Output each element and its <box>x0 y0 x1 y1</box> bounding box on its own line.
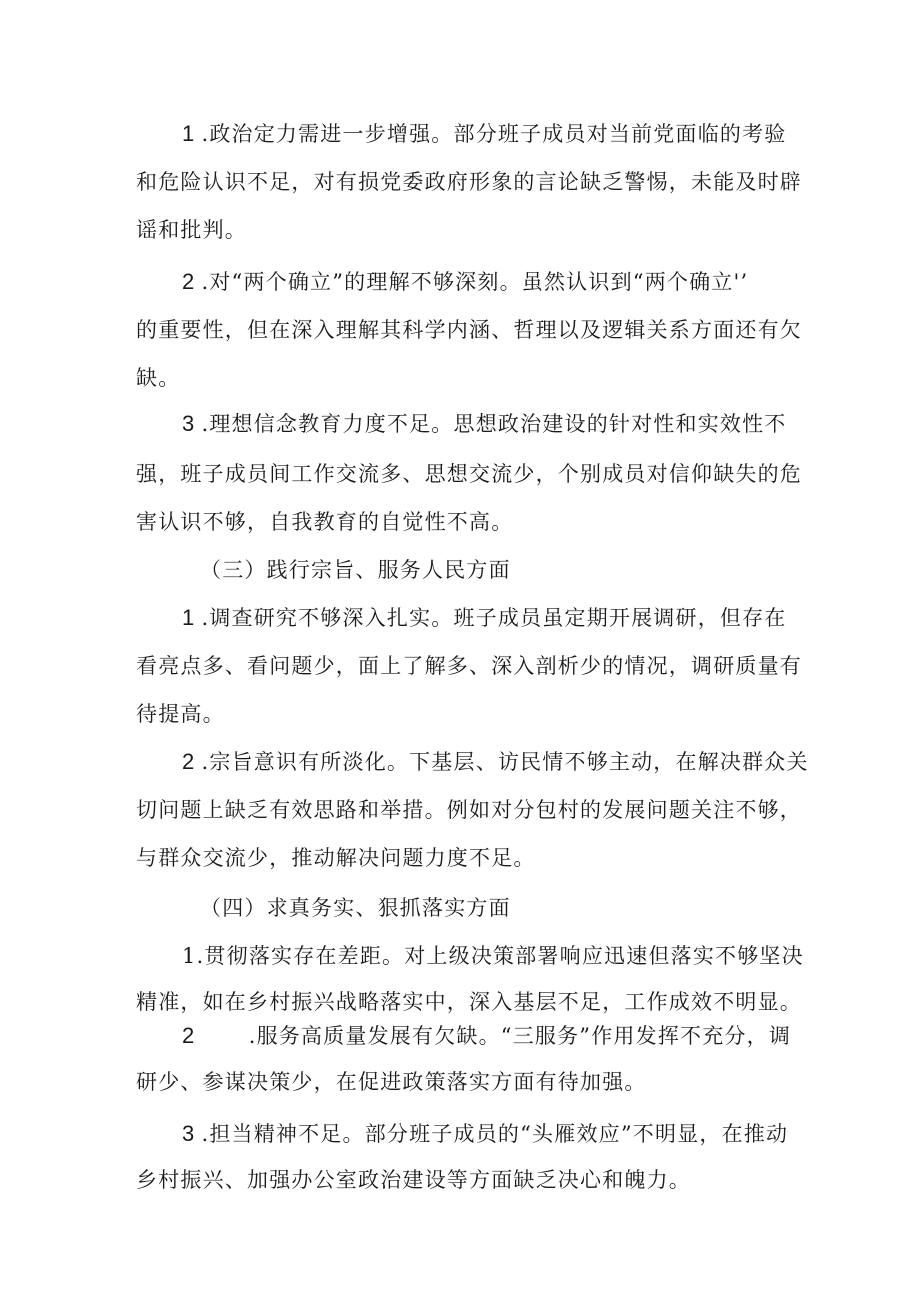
line-text: .政治定力需进一步增强。部分班子成员对当前党面临的考验 <box>201 122 787 146</box>
line-text: 1.贯彻落实存在差距。对上级决策部署响应迅速但落实不够坚决 <box>182 944 804 968</box>
line-text: .对“两个确立”的理解不够深刻。虽然认识到“两个确立'’ <box>201 270 749 294</box>
line-text: 待提高。 <box>136 702 225 726</box>
line-text: .调查研究不够深入扎实。班子成员虽定期开展调研，但存在 <box>201 606 787 630</box>
item-number: 2 <box>182 749 196 774</box>
paragraph-5-line-1 <box>182 748 809 776</box>
item-number: 3 <box>182 1121 196 1146</box>
line-text: 研少、参谋决策少，在促进政策落实方面有待加强。 <box>136 1070 647 1094</box>
section-heading-3 <box>200 556 511 584</box>
paragraph-2-line-3 <box>136 364 180 392</box>
line-text: .担当精神不足。部分班子成员的“头雁效应”不明显，在推动 <box>201 1122 789 1146</box>
paragraph-5-line-2 <box>136 796 802 824</box>
line-text: 害认识不够，自我教育的自觉性不高。 <box>136 510 514 534</box>
paragraph-2-line-2 <box>136 316 802 344</box>
item-number: 3 <box>182 411 196 436</box>
paragraph-4-line-3 <box>136 700 225 728</box>
item-number: 2 <box>182 1023 196 1048</box>
paragraph-5-line-3 <box>136 844 536 872</box>
line-text: 的重要性，但在深入理解其科学内涵、哲理以及逻辑关系方面还有欠 <box>136 318 802 342</box>
line-text: 切问题上缺乏有效思路和举措。例如对分包村的发展问题关注不够， <box>136 798 802 822</box>
paragraph-7-line-1 <box>182 1022 791 1050</box>
paragraph-8-line-1 <box>182 1120 788 1148</box>
paragraph-3-line-1 <box>182 410 787 438</box>
paragraph-3-line-2 <box>136 460 802 488</box>
line-text: 与群众交流少，推动解决问题力度不足。 <box>136 846 536 870</box>
paragraph-1-line-3 <box>136 216 247 244</box>
line-text: .宗旨意识有所淡化。下基层、访民情不够主动，在解决群众关 <box>201 750 809 774</box>
paragraph-7-line-2 <box>136 1068 647 1096</box>
line-text: 精准，如在乡村振兴战略落实中，深入基层不足，工作成效不明显。 <box>136 990 802 1014</box>
line-text: 谣和批判。 <box>136 218 247 242</box>
paragraph-1-line-2 <box>136 168 802 196</box>
item-number: 1 <box>182 605 196 630</box>
paragraph-1-line-1 <box>182 120 787 148</box>
heading-text: （四）求真务实、狠抓落实方面 <box>200 896 511 920</box>
paragraph-8-line-2 <box>136 1166 691 1194</box>
line-text: 乡村振兴、加强办公室政治建设等方面缺乏决心和魄力。 <box>136 1168 691 1192</box>
item-number: 2 <box>182 269 196 294</box>
line-text: .服务高质量发展有欠缺。“三服务”作用发挥不充分，调 <box>201 1024 792 1048</box>
paragraph-2-line-1 <box>182 268 748 296</box>
heading-text: （三）践行宗旨、服务人民方面 <box>200 558 511 582</box>
paragraph-4-line-1 <box>182 604 787 632</box>
line-text: 和危险认识不足，对有损党委政府形象的言论缺乏警惕，未能及时辟 <box>136 170 802 194</box>
paragraph-3-line-3 <box>136 508 513 536</box>
line-text: 强，班子成员间工作交流多、思想交流少，个别成员对信仰缺失的危 <box>136 462 802 486</box>
line-text: .理想信念教育力度不足。思想政治建设的针对性和实效性不 <box>201 412 787 436</box>
line-text: 缺。 <box>136 366 181 390</box>
paragraph-6-line-2 <box>136 988 802 1016</box>
paragraph-6-line-1 <box>182 942 804 970</box>
section-heading-4 <box>200 894 511 922</box>
line-text: 看亮点多、看问题少，面上了解多、深入剖析少的情况，调研质量有 <box>136 654 802 678</box>
item-number: 1 <box>182 121 196 146</box>
paragraph-4-line-2 <box>136 652 802 680</box>
